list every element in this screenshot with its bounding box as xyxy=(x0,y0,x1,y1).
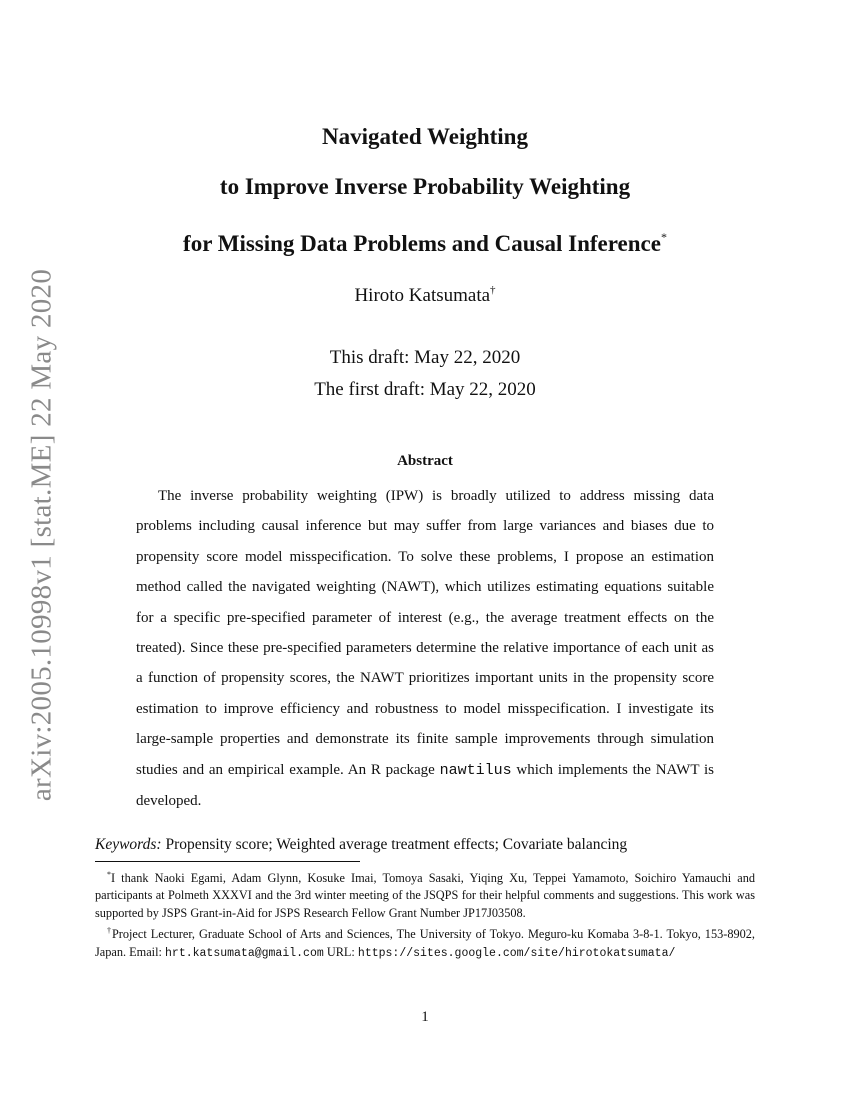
footnote-1-text: I thank Naoki Egami, Adam Glynn, Kosuke Imai, Tomoya Sasaki, Yiqing Xu, Teppei Yamamoto, Soichiro Yamauchi and participants at Polmeth XXXVI and the 3rd winter meeting of the JSQPS for their helpful comments and suggestions. This work was supported by JSPS Grant-in-Aid for JSPS Research Fellow Grant Number JP17J03508. xyxy=(95,871,755,920)
author-email-link[interactable]: hrt.katsumata@gmail.com xyxy=(165,946,324,960)
abstract-text-end: which implements the NAWT is developed. xyxy=(136,761,714,810)
url-label: URL: xyxy=(323,944,358,959)
footnote-affiliation xyxy=(95,922,755,962)
page-number: 1 xyxy=(421,1009,429,1025)
arxiv-side-stamp: arXiv:2005.10998v1 [stat.ME] 22 May 2020 xyxy=(25,268,58,802)
this-draft-date: This draft: May 22, 2020 xyxy=(329,347,521,368)
title-line-3 xyxy=(95,212,755,269)
footnote-2-mark: † xyxy=(107,926,112,936)
abstract-text: The inverse probability weighting (IPW) is broadly utilized to address missing data problems including causal inference but may suffer from large variances and biases due to propensity score model misspecification. To solve these problems, I propose an estimation method called the navigated weighting (NAWT), which utilizes estimating equations suitable for a specific pre-specified parameter of interest (e.g., the average treatment effects on the treated). Since these pre-specified parameters determine the relative importance of each unit as a function of propensity scores, the NAWT prioritizes important units in the propensity score estimation to improve efficiency and robustness to model misspecification. I investigate its large-sample properties and demonstrate its finite sample improvements through simulation studies and an empirical example. An R package xyxy=(136,488,714,778)
footnotes xyxy=(95,866,755,962)
title-line-3-text: for Missing Data Problems and Causal Inference xyxy=(183,231,661,256)
title-footnote-mark: * xyxy=(660,230,667,244)
title-line-1: Navigated Weighting xyxy=(322,124,528,149)
abstract-heading: Abstract xyxy=(397,453,453,469)
package-name: nawtilus xyxy=(439,761,512,779)
draft-dates xyxy=(95,342,755,406)
title-line-2: to Improve Inverse Probability Weighting xyxy=(219,174,631,199)
footnote-2-text: Project Lecturer, Graduate School of Arts and Sciences, The University of Tokyo. Meguro-ku Komaba 3-8-1. Tokyo, 153-8902, Japan. Email: xyxy=(95,927,756,959)
author-footnote-mark: † xyxy=(490,284,496,296)
keywords-label: Keywords: xyxy=(95,836,162,853)
author-name: Hiroto Katsumata xyxy=(354,285,491,306)
abstract-body xyxy=(136,481,714,816)
keywords-text: Propensity score; Weighted average treatment effects; Covariate balancing xyxy=(161,836,628,853)
author-url-link[interactable]: https://sites.google.com/site/hirotokatsumata/ xyxy=(357,946,676,960)
footnote-acknowledgements xyxy=(95,866,755,922)
footnote-1-mark: * xyxy=(107,870,111,879)
paper-title xyxy=(95,112,755,269)
keywords-line xyxy=(95,836,755,854)
author-line xyxy=(95,284,755,307)
footnote-divider xyxy=(95,861,360,862)
first-draft-date: The first draft: May 22, 2020 xyxy=(314,379,536,400)
